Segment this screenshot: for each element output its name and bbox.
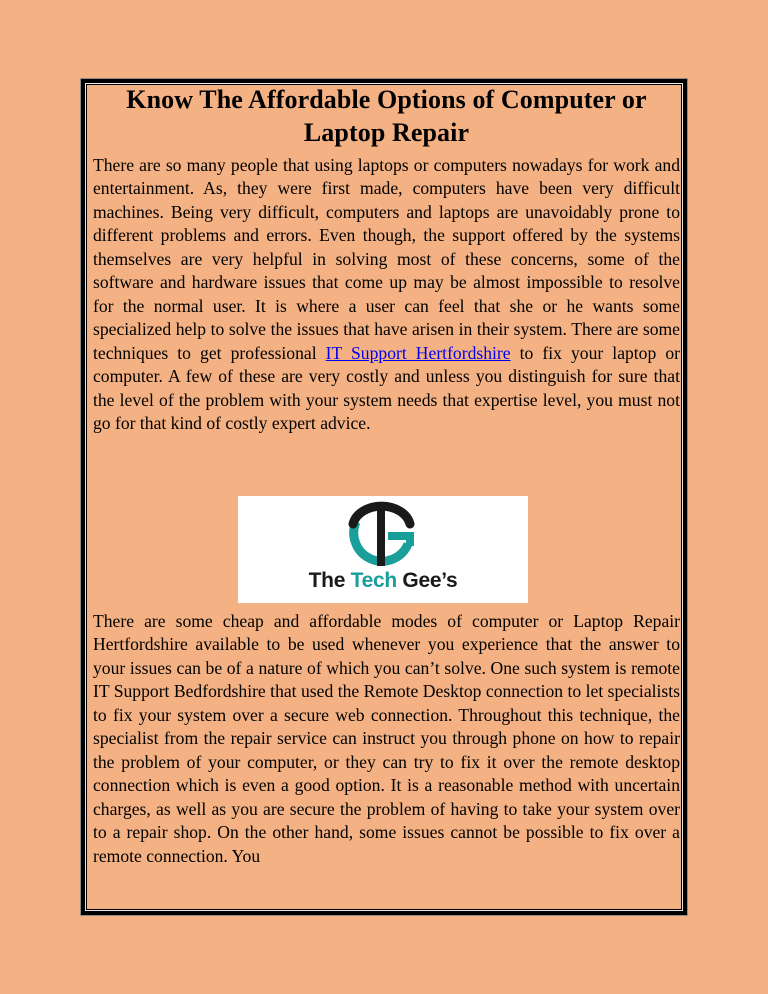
logo-text-tech: Tech [350,569,397,592]
paragraph-1 [93,154,680,435]
logo-t-stem [377,510,385,566]
logo-text-the: The [308,569,351,592]
logo-g-bar [388,536,410,546]
logo-image [238,496,528,603]
document-title: Know The Affordable Options of Computer or Laptop Repair [126,85,647,147]
logo-text-gees: Gee’s [396,569,458,592]
logo-wordmark [238,569,528,593]
document-body [93,83,680,435]
it-support-hertfordshire-link[interactable]: IT Support Hertfordshire [325,342,511,363]
paragraph-1-text-b: to fix your laptop or computer. A few of these are very costly and unless you distinguish for sure that the level of the problem with your system needs that expertise level, you must not go for that kind of costly expert advice. [93,342,680,433]
paragraph-2-container [93,610,680,868]
paragraph-1-text-a: There are so many people that using laptops or computers nowadays for work and entertainment. As, they were first made, computers have been very difficult machines. Being very difficult, computers and laptops are unavoidably prone to different problems and errors. Even though, the support offered by the systems themselves are very helpful in solving most of these concerns, some of the software and hardware issues that come up may be almost impossible to resolve for the normal user. It is where a user can feel that she or he wants some specialized help to solve the issues that have arisen in their system. There are some techniques to get professional [93,155,680,363]
paragraph-2: There are some cheap and affordable modes of computer or Laptop Repair Hertfordshire available to be used whenever you experience that the answer to your issues can be of a nature of which you can’t solve. One such system is remote IT Support Bedfordshire that used the Remote Desktop connection to let specialists to fix your system over a secure web connection. Throughout this technique, the specialist from the repair service can instruct you through phone on how to repair the problem of your computer, or they can try to fix it over the remote desktop connection which is even a good option. It is a reasonable method with uncertain charges, as well as you are secure the problem of having to take your system over to a repair shop. On the other hand, some issues cannot be possible to fix over a remote connection. You [93,611,680,866]
